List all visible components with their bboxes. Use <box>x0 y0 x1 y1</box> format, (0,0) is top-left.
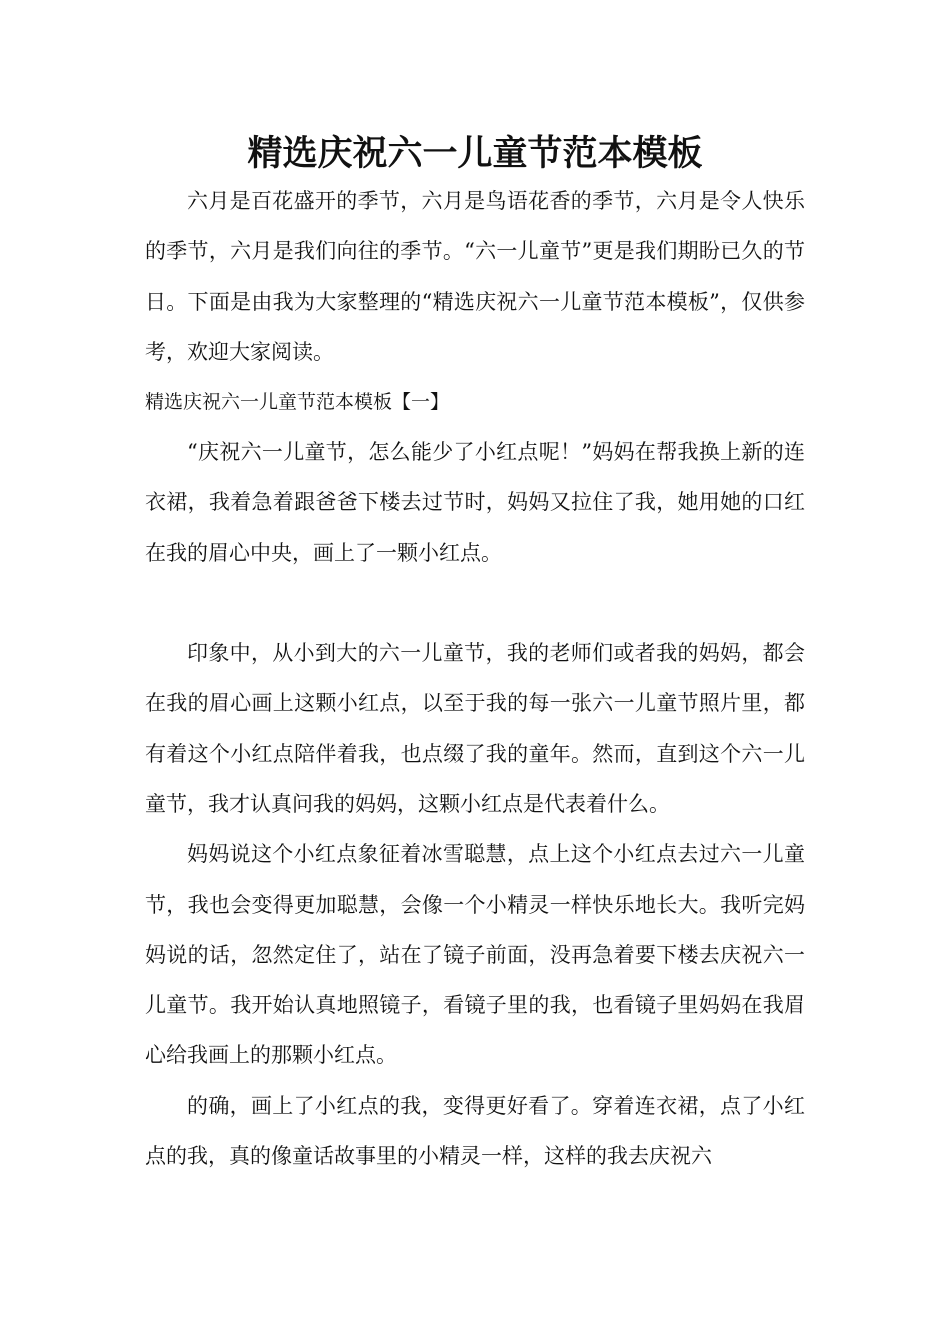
body-paragraph-4: 的确，画上了小红点的我，变得更好看了。穿着连衣裙，点了小红点的我，真的像童话故事里的小精灵一样，这样的我去庆祝六 <box>145 1093 805 1169</box>
body-paragraph-1: “庆祝六一儿童节，怎么能少了小红点呢！”妈妈在帮我换上新的连衣裙，我着急着跟爸爸下楼去过节时，妈妈又拉住了我，她用她的口红在我的眉心中央，画上了一颗小红点。 <box>145 440 805 565</box>
body-paragraph-2: 印象中，从小到大的六一儿童节，我的老师们或者我的妈妈，都会在我的眉心画上这颗小红点，以至于我的每一张六一儿童节照片里，都有着这个小红点陪伴着我，也点缀了我的童年。然而，直到这个六一儿童节，我才认真问我的妈妈，这颗小红点是代表着什么。 <box>145 641 805 816</box>
intro-paragraph: 六月是百花盛开的季节，六月是鸟语花香的季节，六月是令人快乐的季节，六月是我们向往的季节。“六一儿童节”更是我们期盼已久的节日。下面是由我为大家整理的“精选庆祝六一儿童节范本模板”，仅供参考，欢迎大家阅读。 <box>145 189 805 364</box>
section-heading: 精选庆祝六一儿童节范本模板【一】 <box>145 391 450 414</box>
document-page <box>145 126 805 1181</box>
body-paragraph-3: 妈妈说这个小红点象征着冰雪聪慧，点上这个小红点去过六一儿童节，我也会变得更加聪慧，会像一个小精灵一样快乐地长大。我听完妈妈说的话，忽然定住了，站在了镜子前面，没再急着要下楼去庆祝六一儿童节。我开始认真地照镜子，看镜子里的我，也看镜子里妈妈在我眉心给我画上的那颗小红点。 <box>145 842 805 1068</box>
document-title: 精选庆祝六一儿童节范本模板 <box>247 134 703 174</box>
paragraph-gap <box>145 578 805 628</box>
